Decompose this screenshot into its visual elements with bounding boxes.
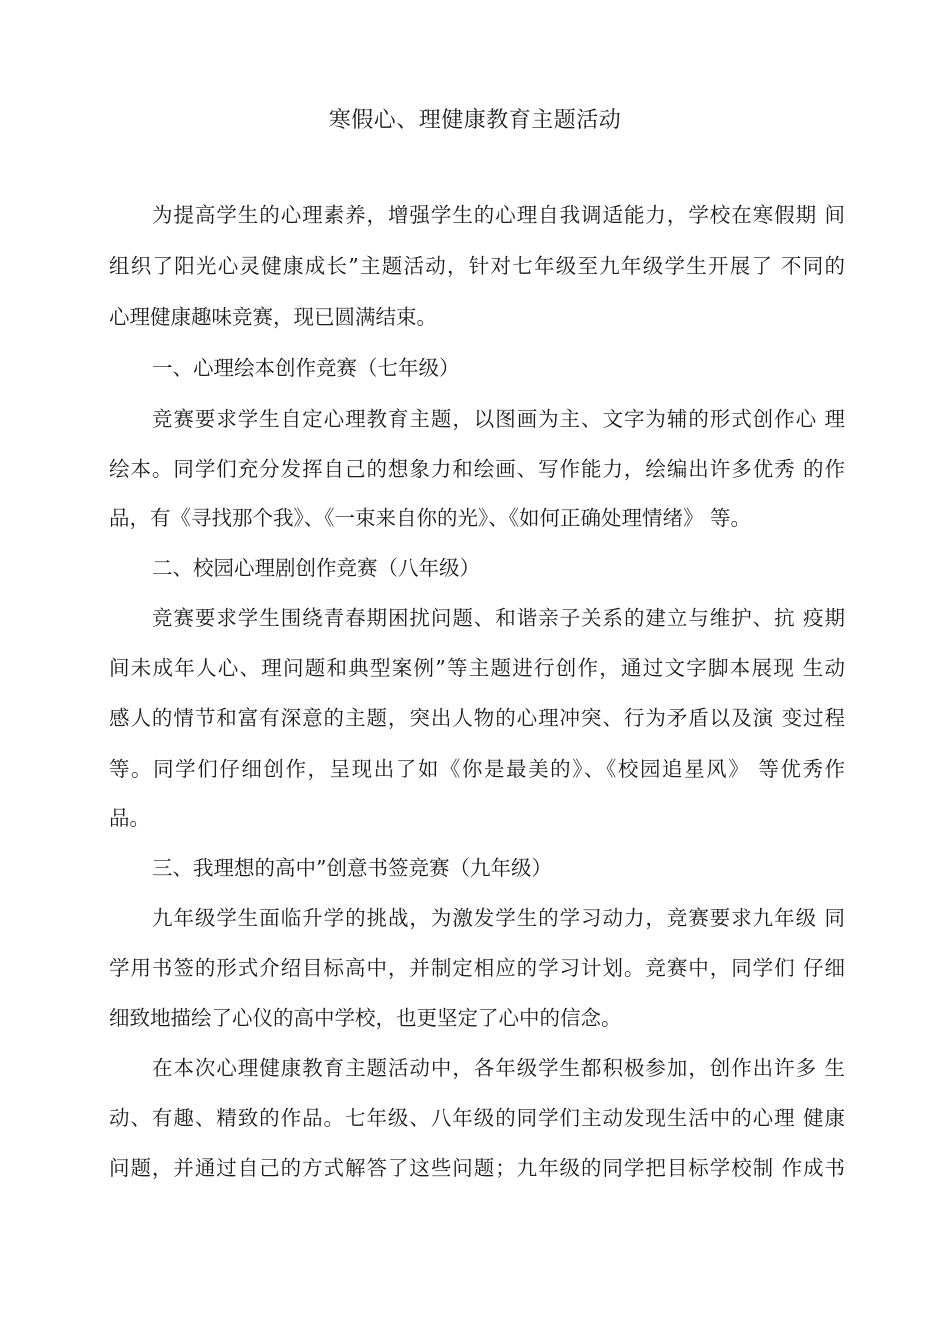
paragraph-line: 问题，并通过自己的方式解答了这些问题；九年级的同学把目标学校制 作成书	[109, 1156, 845, 1180]
paragraph-line: 品。	[109, 806, 150, 830]
paragraph-line: 在本次心理健康教育主题活动中，各年级学生都积极参加，创作出许多 生	[152, 1056, 845, 1080]
paragraph-line: 品，有《寻找那个我》、《一束来自你的光》、《如何正确处理情绪》 等。	[109, 506, 752, 530]
document-title: 寒假心、理健康教育主题活动	[328, 108, 622, 133]
section-heading: 二、校园心理剧创作竞赛（八年级）	[152, 556, 480, 580]
paragraph-line: 心理健康趣味竞赛，现已圆满结束。	[109, 305, 437, 329]
paragraph-line: 等。同学们仔细创作，呈现出了如《你是最美的》、《校园追星风》 等优秀作	[109, 757, 845, 781]
section-heading: 三、我理想的高中”创意书签竞赛（九年级）	[152, 856, 552, 880]
paragraph-line: 感人的情节和富有深意的主题，突出人物的心理冲突、行为矛盾以及演 变过程	[109, 706, 845, 730]
paragraph-line: 竞赛要求学生围绕青春期困扰问题、和谐亲子关系的建立与维护、抗 疫期	[152, 606, 845, 630]
paragraph-line: 竞赛要求学生自定心理教育主题，以图画为主、文字为辅的形式创作心 理	[152, 407, 845, 431]
paragraph-line: 绘本。同学们充分发挥自己的想象力和绘画、写作能力，绘编出许多优秀 的作	[109, 457, 845, 481]
paragraph-line: 间未成年人心、理问题和典型案例”等主题进行创作，通过文字脚本展现 生动	[109, 656, 845, 680]
paragraph-line: 九年级学生面临升学的挑战，为激发学生的学习动力，竞赛要求九年级 同	[152, 906, 845, 930]
paragraph-line: 组织了阳光心灵健康成长”主题活动，针对七年级至九年级学生开展了 不同的	[109, 254, 845, 278]
section-heading: 一、心理绘本创作竞赛（七年级）	[152, 356, 460, 380]
paragraph-line: 动、有趣、精致的作品。七年级、八年级的同学们主动发现生活中的心理 健康	[109, 1106, 845, 1130]
paragraph-line: 学用书签的形式介绍目标高中，并制定相应的学习计划。竞赛中，同学们 仔细	[109, 956, 845, 980]
paragraph-line: 为提高学生的心理素养，增强学生的心理自我调适能力，学校在寒假期 间	[152, 203, 845, 227]
paragraph-line: 细致地描绘了心仪的高中学校，也更坚定了心中的信念。	[109, 1006, 622, 1030]
